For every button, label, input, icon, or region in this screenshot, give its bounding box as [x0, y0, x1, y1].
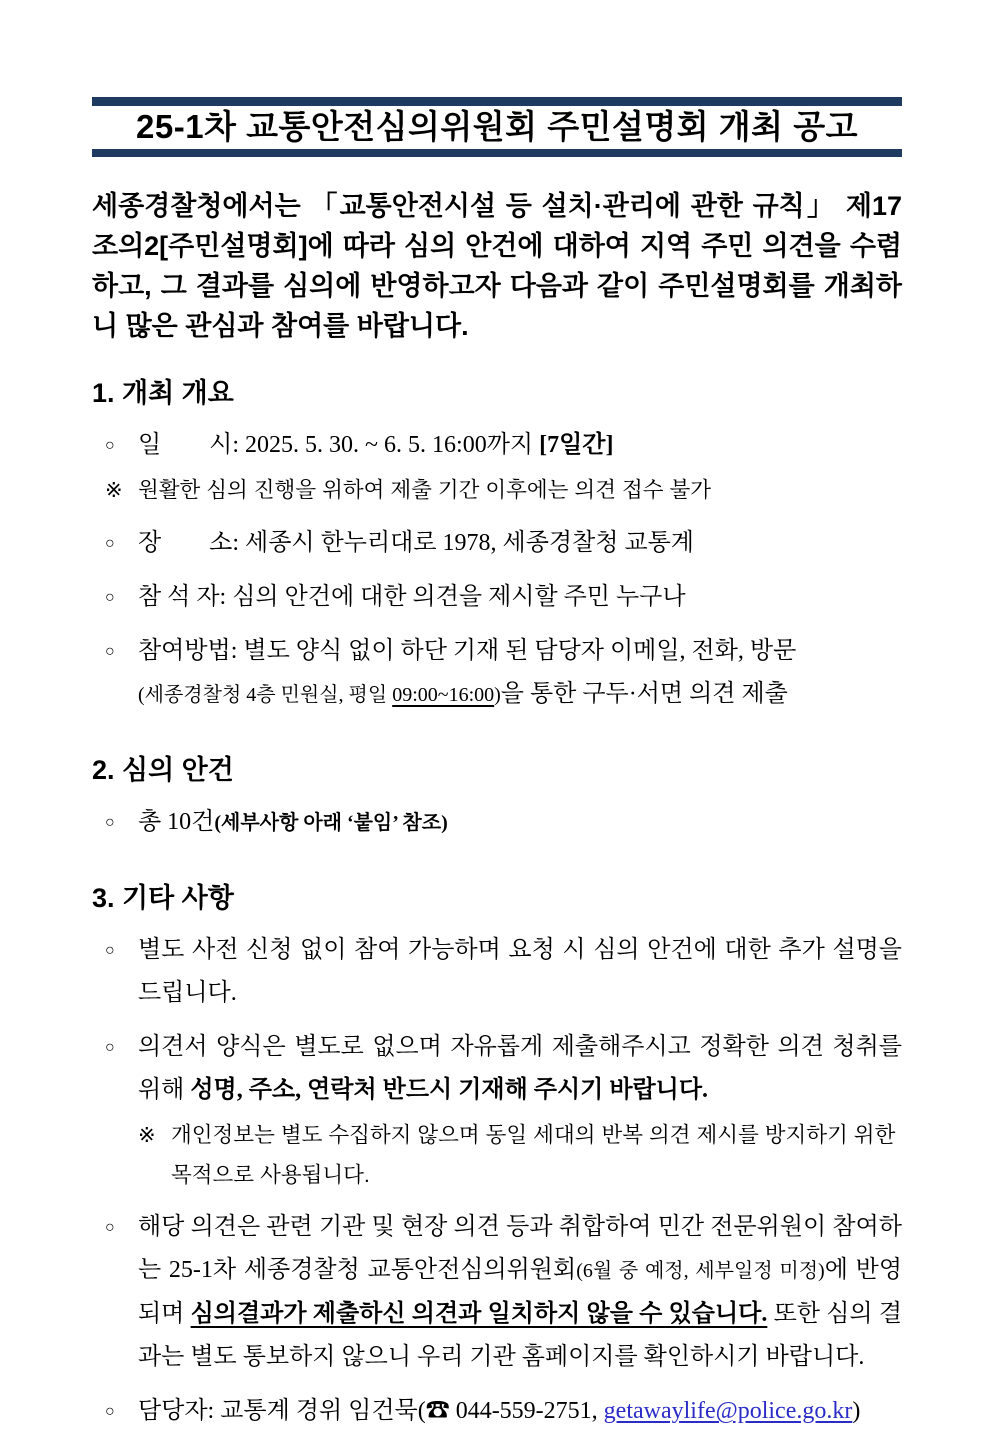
method-value: 별도 양식 없이 하단 기재 된 담당자 이메일, 전화, 방문	[243, 638, 797, 664]
attendee-value: 심의 안건에 대한 의견을 제시할 주민 누구나	[232, 584, 686, 610]
agenda-count-note: (세부사항 아래 ‘붙임’ 참조)	[214, 812, 448, 834]
review-result-post: 또한 심의 결과는 별도 통보하지 않으니 우리 기관 홈페이지를 확인하시기 바랍니다.	[138, 1301, 903, 1370]
place-item	[105, 522, 902, 565]
section-1-heading: 1. 개최 개요	[92, 378, 234, 408]
circle-bullet-icon: ○	[105, 942, 115, 959]
section-1-note-text: 원활한 심의 진행을 위하여 제출 기간 이후에는 의견 접수 불가	[138, 478, 711, 502]
method-location: (세종경찰청 4층 민원실, 평일	[138, 684, 393, 706]
review-result-mid: 에 반영되며	[138, 1257, 903, 1327]
opinion-form-item	[105, 1026, 902, 1112]
contact-item	[105, 1390, 902, 1433]
circle-bullet-icon: ○	[105, 1039, 115, 1056]
datetime-label: 일 시:	[138, 432, 246, 458]
contact-email-link[interactable]: getawaylife@police.go.kr	[603, 1398, 853, 1424]
review-result-text	[138, 1206, 902, 1379]
title-banner	[92, 97, 902, 157]
datetime-item	[105, 424, 902, 467]
contact-text	[138, 1390, 902, 1433]
agenda-count-item	[105, 801, 902, 845]
title-top-rule	[92, 97, 902, 106]
opinion-form-text	[138, 1026, 902, 1112]
circle-bullet-icon: ○	[105, 535, 115, 552]
circle-bullet-icon: ○	[105, 589, 115, 606]
participation-item	[105, 929, 902, 1015]
opinion-form-pre: 의견서 양식은 별도로 없으며 자유롭게 제출해주시고 정확한 의견 청취를 위해	[138, 1034, 902, 1103]
method-item	[105, 630, 902, 717]
review-schedule-note: (6월 중 예정, 세부일정 미정)	[576, 1260, 825, 1282]
contact-label: 담당자: 교통계 경위 임건묵(	[138, 1398, 426, 1424]
datetime-text	[138, 424, 902, 467]
agenda-count-text	[138, 801, 902, 845]
reference-mark-icon: ※	[138, 1123, 156, 1147]
page-title: 25-1차 교통안전심의위원회 주민설명회 개최 공고	[136, 108, 858, 145]
review-result-item	[105, 1206, 902, 1379]
circle-bullet-icon: ○	[105, 814, 115, 831]
privacy-note-text: 개인정보는 별도 수집하지 않으며 동일 세대의 반복 의견 제시를 방지하기 위한 목적으로 사용됩니다.	[171, 1123, 896, 1187]
participation-text: 별도 사전 신청 없이 참여 가능하며 요청 시 심의 안건에 대한 추가 설명을 드립니다.	[138, 937, 902, 1006]
method-hours: 09:00~16:00	[392, 684, 495, 706]
opinion-form-required: 성명, 주소, 연락처 반드시 기재해 주시기 바랍니다.	[190, 1077, 709, 1103]
reference-mark-icon: ※	[105, 478, 123, 502]
title-bottom-rule	[92, 149, 902, 157]
circle-bullet-icon: ○	[105, 437, 115, 454]
phone-icon: ☎	[425, 1398, 450, 1424]
datetime-duration: [7일간]	[539, 432, 614, 458]
circle-bullet-icon: ○	[105, 1219, 115, 1236]
contact-phone: 044-559-2751,	[449, 1398, 604, 1424]
place-label: 장 소:	[138, 530, 246, 556]
privacy-note	[138, 1115, 902, 1195]
section-1-note	[105, 470, 902, 511]
method-location-close: )	[494, 684, 501, 706]
contact-close: )	[852, 1398, 861, 1424]
agenda-count: 총 10건	[138, 809, 215, 835]
attendee-item	[105, 576, 902, 619]
circle-bullet-icon: ○	[105, 1403, 115, 1420]
place-text	[138, 522, 902, 565]
method-rest: 을 통한 구두·서면 의견 제출	[500, 681, 788, 707]
intro-paragraph: 세종경찰청에서는 「교통안전시설 등 설치·관리에 관한 규칙」 제17조의2[주민설명회]에 따라 심의 안건에 대하여 지역 주민 의견을 수렴하고, 그 결과를 심의에 반영하고자 다음과 같이 주민설명회를 개최하니 많은 관심과 참여를 바랍니다.	[92, 191, 902, 341]
circle-bullet-icon: ○	[105, 643, 115, 660]
review-result-warning: 심의결과가 제출하신 의견과 일치하지 않을 수 있습니다.	[190, 1301, 768, 1327]
method-label: 참여방법:	[138, 638, 244, 664]
section-3-heading: 3. 기타 사항	[92, 883, 234, 913]
section-2-heading: 2. 심의 안건	[92, 755, 234, 785]
datetime-value: 2025. 5. 30. ~ 6. 5. 16:00까지	[245, 432, 540, 458]
attendee-text	[138, 576, 902, 619]
review-result-pre: 해당 의견은 관련 기관 및 현장 의견 등과 취합하여 민간 전문위원이 참여하는 25-1차 세종경찰청 교통안전심의위원회	[138, 1214, 902, 1283]
attendee-label: 참 석 자:	[138, 584, 233, 610]
method-text	[138, 630, 902, 717]
place-value: 세종시 한누리대로 1978, 세종경찰청 교통계	[245, 530, 694, 556]
